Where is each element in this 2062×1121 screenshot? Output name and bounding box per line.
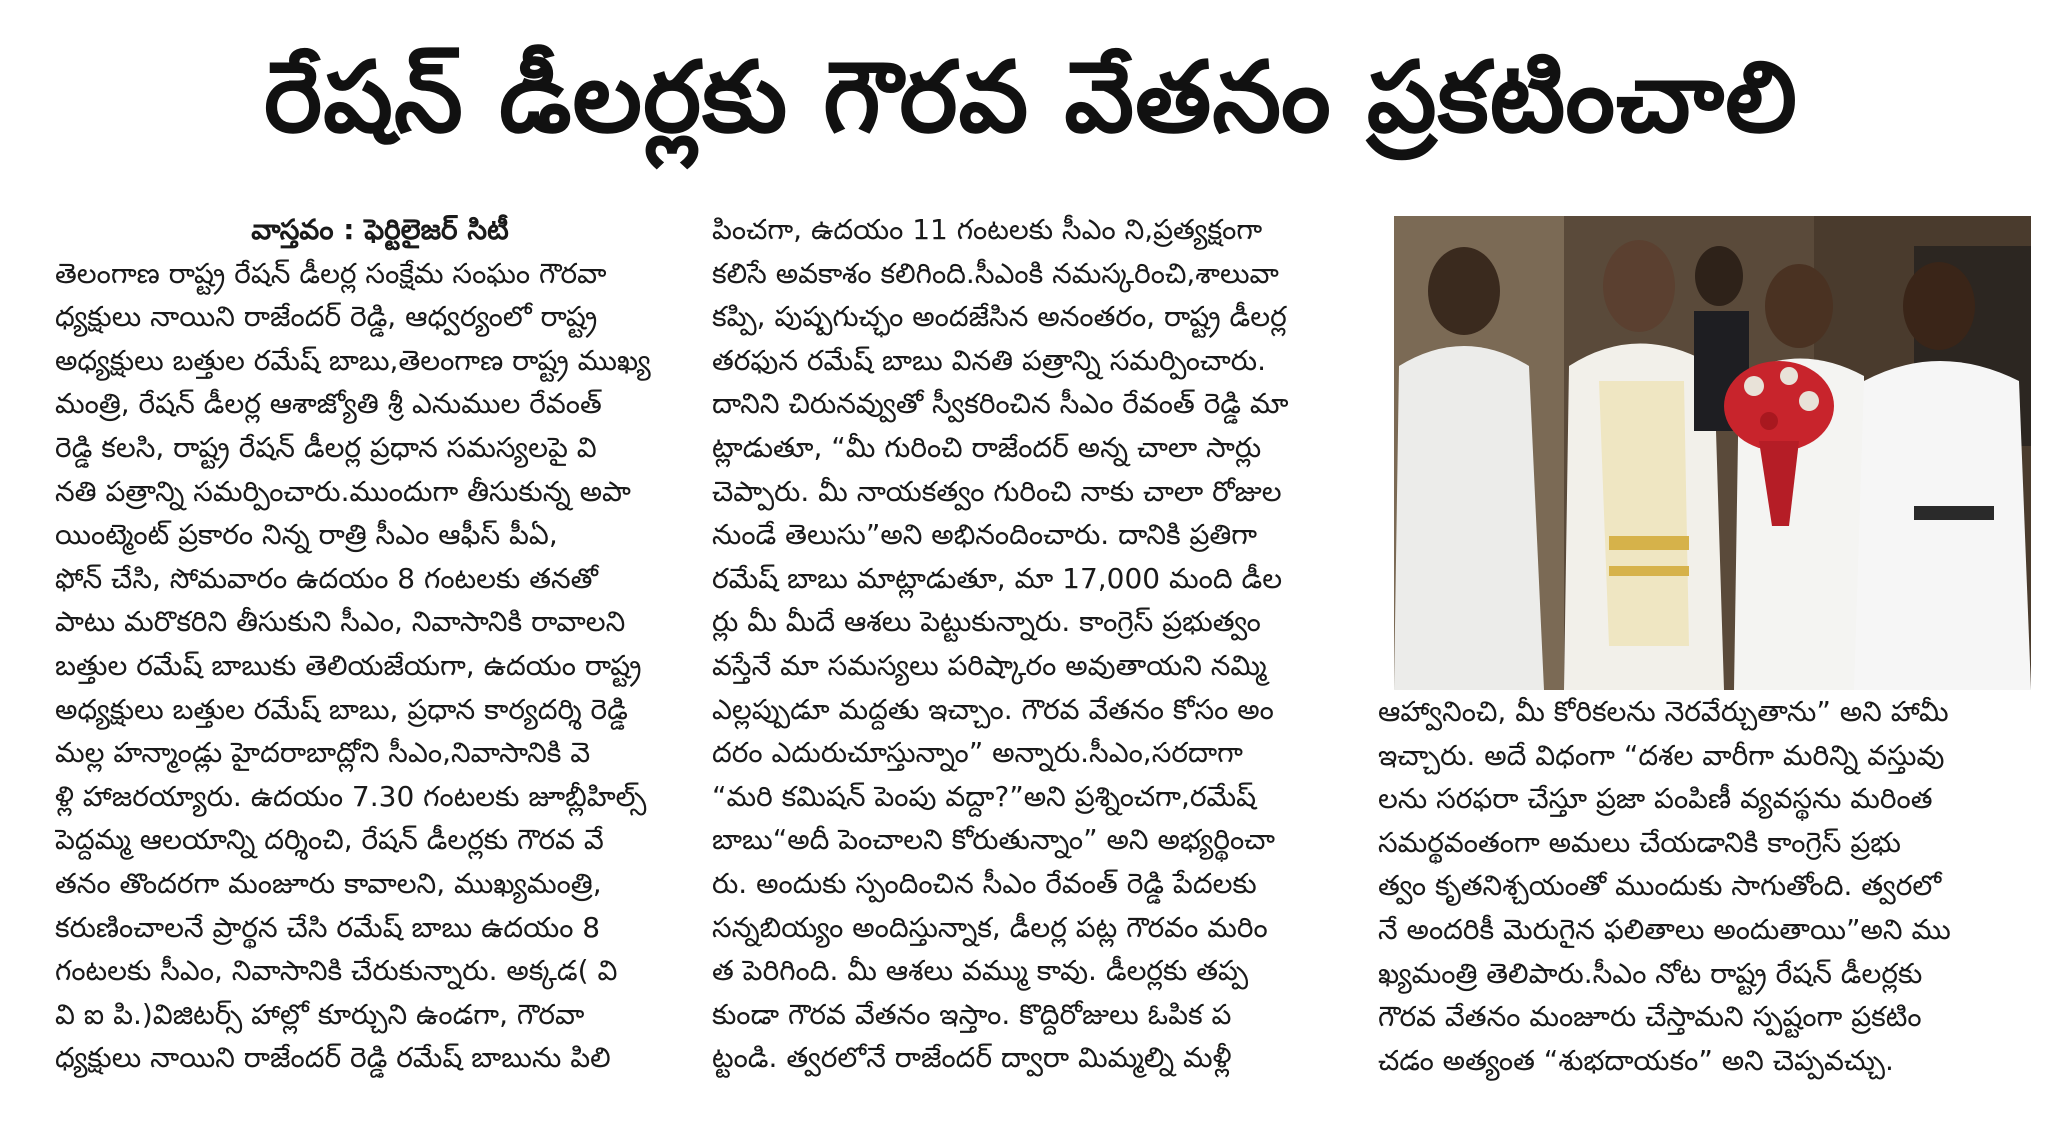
article-column-2: [712, 208, 1347, 1080]
text-line: దానిని చిరునవ్వుతో స్వీకరించిన సీఎం రేవంత్ రెడ్డి మా: [712, 387, 1289, 421]
article-column-1: [55, 208, 705, 1080]
news-photo: [1394, 216, 2031, 690]
text-line: నుండే తెలుసు”అని అభినందించారు. దానికి ప్రతిగా: [712, 518, 1258, 552]
text-line: త్వం కృతనిశ్చయంతో ముందుకు సాగుతోంది. త్వరలో: [1378, 869, 1942, 903]
article-column-3: [1378, 690, 2013, 1082]
text-line: బాబు“అదీ పెంచాలని కోరుతున్నాం” అని అభ్యర్థించా: [712, 823, 1276, 857]
text-line: దరం ఎదురుచూస్తున్నాం” అన్నారు.సీఎం,సరదాగా: [712, 736, 1243, 770]
text-line: రు. అందుకు స్పందించిన సీఎం రేవంత్ రెడ్డి పేదలకు: [712, 866, 1257, 900]
text-line: మల్ల హన్మాండ్లు హైదరాబాద్లోని సీఎం,నివాసానికి వె: [55, 736, 591, 770]
text-line: గంటలకు సీఎం, నివాసానికి చేరుకున్నారు. అక్కడ( వి: [55, 954, 618, 988]
text-line: కప్పి, పుష్పగుచ్ఛం అందజేసిన అనంతరం, రాష్ట్ర డీలర్ల: [712, 300, 1287, 334]
text-line: తరఫున రమేష్ బాబు వినతి పత్రాన్ని సమర్పించారు.: [712, 343, 1266, 377]
text-line: పెద్దమ్మ ఆలయాన్ని దర్శించి, రేషన్ డీలర్లకు గౌరవ వే: [55, 823, 604, 857]
text-line: చెప్పారు. మీ నాయకత్వం గురించి నాకు చాలా రోజుల: [712, 474, 1282, 508]
text-line: లను సరఫరా చేస్తూ ప్రజా పంపిణీ వ్యవస్థను మరింత: [1378, 782, 1933, 816]
text-line: తెలంగాణ రాష్ట్ర రేషన్ డీలర్ల సంక్షేమ సంఘం గౌరవా: [55, 256, 607, 290]
text-line: ర్లు మీ మీదే ఆశలు పెట్టుకున్నారు. కాంగ్రెస్ ప్రభుత్వం: [712, 605, 1261, 639]
text-line: ఎల్లప్పుడూ మద్దతు ఇచ్చాం. గౌరవ వేతనం కోసం అం: [712, 692, 1274, 726]
text-line: కలిసే అవకాశం కలిగింది.సీఎంకి నమస్కరించి,శాలువా: [712, 256, 1279, 290]
text-line: తనం తొందరగా మంజూరు కావాలని, ముఖ్యమంత్రి,: [55, 866, 602, 900]
text-line: ఇచ్చారు. అదే విధంగా “దశల వారీగా మరిన్ని వస్తువు: [1378, 738, 1945, 772]
text-line: వస్తేనే మా సమస్యలు పరిష్కారం అవుతాయని నమ్మి: [712, 648, 1267, 682]
text-line: రెడ్డి కలసి, రాష్ట్ర రేషన్ డీలర్ల ప్రధాన సమస్యలపై వి: [55, 430, 597, 464]
headline: రేషన్ డీలర్లకు గౌరవ వేతనం ప్రకటించాలి: [264, 41, 1798, 155]
text-line: “మరి కమిషన్ పెంపు వద్దా?”అని ప్రశ్నించగా,రమేష్: [712, 779, 1257, 813]
text-line: కుండా గౌరవ వేతనం ఇస్తాం. కొద్దిరోజులు ఓపిక ప: [712, 997, 1232, 1031]
text-line: చడం అత్యంత “శుభదాయకం” అని చెప్పవచ్చు.: [1378, 1043, 1894, 1077]
text-line: నే అందరికీ మెరుగైన ఫలితాలు అందుతాయి”అని ము: [1378, 912, 1951, 946]
text-line: కరుణించాలనే ప్రార్థన చేసి రమేష్ బాబు ఉదయం 8: [55, 910, 601, 944]
text-line: గౌరవ వేతనం మంజూరు చేస్తామని స్పష్టంగా ప్రకటిం: [1378, 1000, 1922, 1034]
text-line: ధ్యక్షులు నాయిని రాజేందర్ రెడ్డి రమేష్ బాబును పిలి: [55, 1041, 611, 1075]
byline: వాస్తవం : ఫెర్టిలైజర్ సిటీ: [251, 213, 509, 246]
text-line: ఖ్యమంత్రి తెలిపారు.సీఎం నోట రాష్ట్ర రేషన్ డీలర్లకు: [1378, 956, 1923, 990]
text-line: రమేష్ బాబు మాట్లాడుతూ, మా 17,000 మంది డీల: [712, 561, 1283, 595]
text-line: సన్నబియ్యం అందిస్తున్నాక, డీలర్ల పట్ల గౌరవం మరిం: [712, 910, 1268, 944]
text-line: అధ్యక్షులు బత్తుల రమేష్ బాబు,తెలంగాణ రాష్ట్ర ముఖ్య: [55, 343, 651, 377]
text-line: ట్లాడుతూ, “మీ గురించి రాజేందర్ అన్న చాలా సార్లు: [712, 430, 1262, 464]
text-line: సమర్థవంతంగా అమలు చేయడానికి కాంగ్రెస్ ప్రభు: [1378, 825, 1901, 859]
text-line: బత్తుల రమేష్ బాబుకు తెలియజేయగా, ఉదయం రాష్ట్ర: [55, 648, 642, 682]
text-line: ధ్యక్షులు నాయిని రాజేందర్ రెడ్డి, ఆధ్వర్యంలో రాష్ట్ర: [55, 300, 598, 334]
text-line: అధ్యక్షులు బత్తుల రమేష్ బాబు, ప్రధాన కార్యదర్శి రెడ్డి: [55, 692, 628, 726]
text-line: మంత్రి, రేషన్ డీలర్ల ఆశాజ్యోతి శ్రీ ఎనుముల రేవంత్: [55, 387, 602, 421]
text-line: ఆహ్వానించి, మీ కోరికలను నెరవేర్చుతాను” అని హామీ: [1378, 695, 1949, 728]
text-line: పించగా, ఉదయం 11 గంటలకు సీఎం ని,ప్రత్యక్షంగా: [712, 213, 1263, 246]
text-line: యింట్మెంట్ ప్రకారం నిన్న రాత్రి సీఎం ఆఫీస్ పీఏ,: [55, 518, 558, 552]
text-line: పాటు మరొకరిని తీసుకుని సీఎం, నివాసానికి రావాలని: [55, 605, 626, 639]
text-line: వి ఐ పి.)విజిటర్స్ హాల్లో కూర్చుని ఉండగా, గౌరవా: [55, 997, 585, 1031]
text-line: త పెరిగింది. మీ ఆశలు వమ్ము కావు. డీలర్లకు తప్ప: [712, 954, 1249, 988]
text-line: నతి పత్రాన్ని సమర్పించారు.ముందుగా తీసుకున్న అపా: [55, 474, 631, 508]
text-line: ట్టండి. త్వరలోనే రాజేందర్ ద్వారా మిమ్మల్ని మళ్లీ: [712, 1041, 1232, 1075]
text-line: ఫోన్ చేసి, సోమవారం ఉదయం 8 గంటలకు తనతో: [55, 561, 598, 595]
text-line: ళ్లి హాజరయ్యారు. ఉదయం 7.30 గంటలకు జూబ్లీహిల్స్: [55, 779, 647, 813]
